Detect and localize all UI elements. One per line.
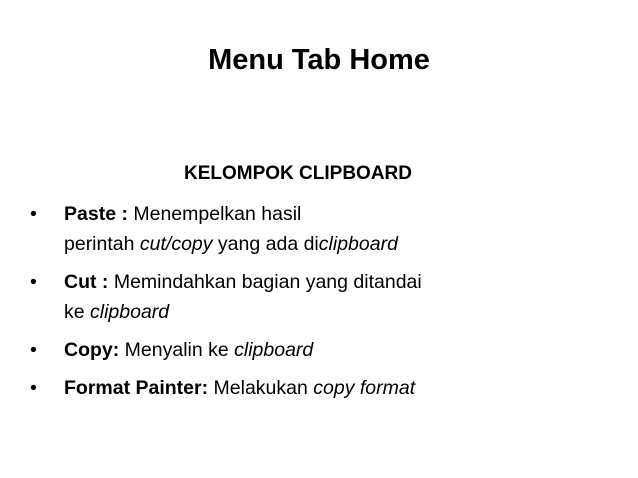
term-paste: Paste : (64, 203, 128, 225)
desc-copy-italic-clipboard: clipboard (234, 339, 314, 361)
desc-paste-line1: Menempelkan hasil (133, 203, 302, 225)
bullet-icon: • (30, 377, 37, 399)
section-subtitle: KELOMPOK CLIPBOARD (184, 163, 412, 184)
term-format-painter: Format Painter: (64, 377, 209, 399)
desc-paste-line2-prefix: perintah (64, 233, 140, 255)
term-cut: Cut : (64, 271, 109, 293)
bullet-icon: • (30, 203, 37, 225)
term-copy: Copy: (64, 339, 120, 361)
bullet-list (30, 199, 620, 411)
desc-format-painter-italic: copy format (313, 377, 416, 399)
list-item-paste (30, 199, 620, 259)
list-item-format-painter (30, 373, 620, 403)
desc-format-painter: Melakukan (213, 377, 314, 399)
list-item-cut (30, 267, 620, 327)
bullet-icon: • (30, 271, 37, 293)
desc-cut-italic-clipboard: clipboard (90, 301, 170, 323)
desc-cut-line1: Memindahkan bagian yang ditandai (113, 271, 422, 293)
desc-paste-italic-cutcopy: cut/copy (139, 233, 213, 255)
desc-paste-line2-mid: yang ada di (212, 233, 319, 255)
list-item-copy (30, 335, 620, 365)
desc-cut-line2-prefix: ke (64, 301, 91, 323)
slide-title: Menu Tab Home (208, 44, 430, 76)
bullet-icon: • (30, 339, 37, 361)
desc-paste-italic-clipboard: clipboard (318, 233, 398, 255)
desc-copy: Menyalin ke (124, 339, 235, 361)
